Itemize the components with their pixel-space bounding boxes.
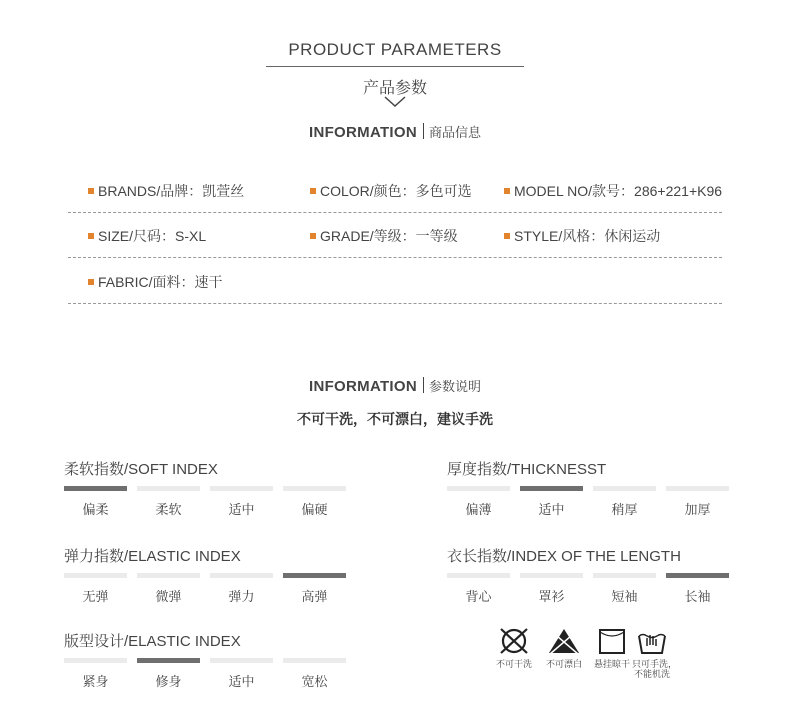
care-label: 不可干洗 bbox=[495, 659, 532, 669]
fit-index-bars bbox=[64, 658, 354, 698]
title-divider bbox=[266, 66, 524, 67]
param-color bbox=[310, 183, 472, 199]
index-option bbox=[447, 486, 510, 518]
index-bar bbox=[520, 573, 583, 578]
param-model-text: MODEL NO/款号：286+221+K96 bbox=[514, 183, 723, 199]
index-option-label: 偏柔 bbox=[82, 502, 109, 517]
index-bar bbox=[447, 486, 510, 491]
index-option-label: 偏薄 bbox=[465, 502, 492, 517]
index-option-label: 适中 bbox=[538, 502, 565, 517]
length-index-bars bbox=[447, 573, 737, 613]
index-bar bbox=[283, 486, 346, 491]
index-option bbox=[137, 486, 200, 518]
page-title-en: PRODUCT PARAMETERS bbox=[288, 40, 502, 59]
index-option bbox=[447, 573, 510, 605]
index-option bbox=[283, 573, 346, 605]
index-bar bbox=[283, 658, 346, 663]
index-option bbox=[137, 658, 200, 690]
index-bar bbox=[447, 573, 510, 578]
bullet-square-icon bbox=[310, 188, 316, 194]
elastic-index-bars bbox=[64, 573, 354, 613]
bullet-square-icon bbox=[310, 233, 316, 239]
param-grade-text: GRADE/等级：一等级 bbox=[320, 228, 458, 244]
care-hang-dry bbox=[592, 626, 632, 669]
index-bar-active bbox=[283, 573, 346, 578]
index-option bbox=[210, 486, 273, 518]
index-bar bbox=[137, 573, 200, 578]
index-bar bbox=[137, 486, 200, 491]
bullet-square-icon bbox=[504, 188, 510, 194]
info-heading bbox=[0, 122, 790, 141]
thickness-index-bars bbox=[447, 486, 737, 526]
desc-heading-en: INFORMATION bbox=[308, 378, 417, 395]
soft-index bbox=[64, 460, 354, 517]
index-bar-active bbox=[666, 573, 729, 578]
care-label-line1: 只可手洗， bbox=[632, 659, 678, 669]
index-bar bbox=[666, 486, 729, 491]
hand-wash-icon bbox=[635, 626, 669, 656]
bullet-square-icon bbox=[504, 233, 510, 239]
care-label: 悬挂晾干 bbox=[593, 659, 630, 669]
index-option-label: 短袖 bbox=[611, 589, 638, 604]
index-option bbox=[593, 573, 656, 605]
index-option-label: 无弹 bbox=[82, 589, 109, 604]
index-bar bbox=[64, 658, 127, 663]
index-option bbox=[283, 658, 346, 690]
index-option bbox=[210, 573, 273, 605]
page-title-cn: 产品参数 bbox=[362, 80, 427, 97]
param-row-3 bbox=[68, 259, 722, 304]
desc-heading bbox=[0, 376, 790, 395]
desc-heading-cn: 参数说明 bbox=[429, 379, 482, 394]
index-bar-active bbox=[137, 658, 200, 663]
bullet-square-icon bbox=[88, 188, 94, 194]
index-option-label: 偏硬 bbox=[301, 502, 328, 517]
index-option bbox=[666, 573, 729, 605]
no-bleach-icon bbox=[546, 626, 582, 656]
index-option bbox=[666, 486, 729, 518]
care-note: 不可干洗，不可漂白，建议手洗 bbox=[297, 411, 493, 427]
param-fabric bbox=[88, 274, 222, 290]
index-bar bbox=[210, 486, 273, 491]
index-option bbox=[520, 573, 583, 605]
index-option-label: 宽松 bbox=[301, 674, 328, 689]
care-no-dry-clean bbox=[494, 626, 534, 669]
fit-index bbox=[64, 632, 354, 689]
length-index bbox=[447, 547, 737, 604]
param-size-text: SIZE/尺码：S-XL bbox=[98, 228, 207, 244]
care-label: 不可漂白 bbox=[545, 659, 582, 669]
param-fabric-text: FABRIC/面料：速干 bbox=[98, 274, 223, 290]
index-option-label: 弹力 bbox=[228, 589, 255, 604]
param-row-2 bbox=[68, 213, 722, 258]
index-option bbox=[137, 573, 200, 605]
heading-separator bbox=[423, 123, 424, 139]
param-brand-text: BRANDS/品牌：凯萱丝 bbox=[98, 183, 245, 199]
index-bar-active bbox=[520, 486, 583, 491]
index-bar-active bbox=[64, 486, 127, 491]
index-option-label: 罩衫 bbox=[538, 589, 565, 604]
index-bar bbox=[210, 658, 273, 663]
care-label bbox=[632, 659, 678, 679]
index-option-label: 柔软 bbox=[155, 502, 182, 517]
soft-index-title: 柔软指数/SOFT INDEX bbox=[64, 461, 218, 478]
param-brand bbox=[88, 183, 244, 199]
index-option bbox=[64, 658, 127, 690]
index-option-label: 稍厚 bbox=[611, 502, 638, 517]
index-bar bbox=[593, 486, 656, 491]
care-no-bleach bbox=[544, 626, 584, 669]
param-color-text: COLOR/颜色：多色可选 bbox=[320, 183, 472, 199]
index-option bbox=[520, 486, 583, 518]
index-option bbox=[593, 486, 656, 518]
index-option-label: 适中 bbox=[228, 674, 255, 689]
index-option-label: 微弹 bbox=[155, 589, 182, 604]
index-option-label: 背心 bbox=[465, 589, 492, 604]
thickness-index bbox=[447, 460, 737, 517]
param-style-text: STYLE/风格：休闲运动 bbox=[514, 228, 661, 244]
hang-dry-icon bbox=[597, 626, 627, 656]
chevron-down-icon bbox=[384, 96, 406, 108]
index-option-label: 适中 bbox=[228, 502, 255, 517]
info-heading-cn: 商品信息 bbox=[429, 125, 482, 140]
length-index-title: 衣长指数/INDEX OF THE LENGTH bbox=[447, 548, 681, 565]
index-option-label: 加厚 bbox=[684, 502, 711, 517]
index-bar bbox=[64, 573, 127, 578]
soft-index-bars bbox=[64, 486, 354, 526]
index-bar bbox=[210, 573, 273, 578]
fit-index-title: 版型设计/ELASTIC INDEX bbox=[64, 633, 241, 650]
index-option-label: 紧身 bbox=[82, 674, 109, 689]
index-option bbox=[64, 486, 127, 518]
elastic-index-title: 弹力指数/ELASTIC INDEX bbox=[64, 548, 241, 565]
index-option bbox=[283, 486, 346, 518]
info-heading-en: INFORMATION bbox=[308, 124, 417, 141]
bullet-square-icon bbox=[88, 233, 94, 239]
care-hand-wash bbox=[632, 626, 678, 679]
care-label-line2: 不能机洗 bbox=[633, 669, 670, 679]
index-option-label: 高弹 bbox=[301, 589, 328, 604]
param-size bbox=[88, 228, 206, 244]
param-row-1 bbox=[68, 168, 722, 213]
bullet-square-icon bbox=[88, 279, 94, 285]
index-option bbox=[64, 573, 127, 605]
param-model bbox=[504, 183, 722, 199]
index-option-label: 修身 bbox=[155, 674, 182, 689]
param-style bbox=[504, 228, 660, 244]
thickness-index-title: 厚度指数/THICKNESST bbox=[447, 461, 607, 478]
index-option-label: 长袖 bbox=[684, 589, 711, 604]
index-bar bbox=[593, 573, 656, 578]
elastic-index bbox=[64, 547, 354, 604]
heading-separator bbox=[423, 377, 424, 393]
no-dry-clean-icon bbox=[497, 626, 531, 656]
param-grade bbox=[310, 228, 458, 244]
index-option bbox=[210, 658, 273, 690]
